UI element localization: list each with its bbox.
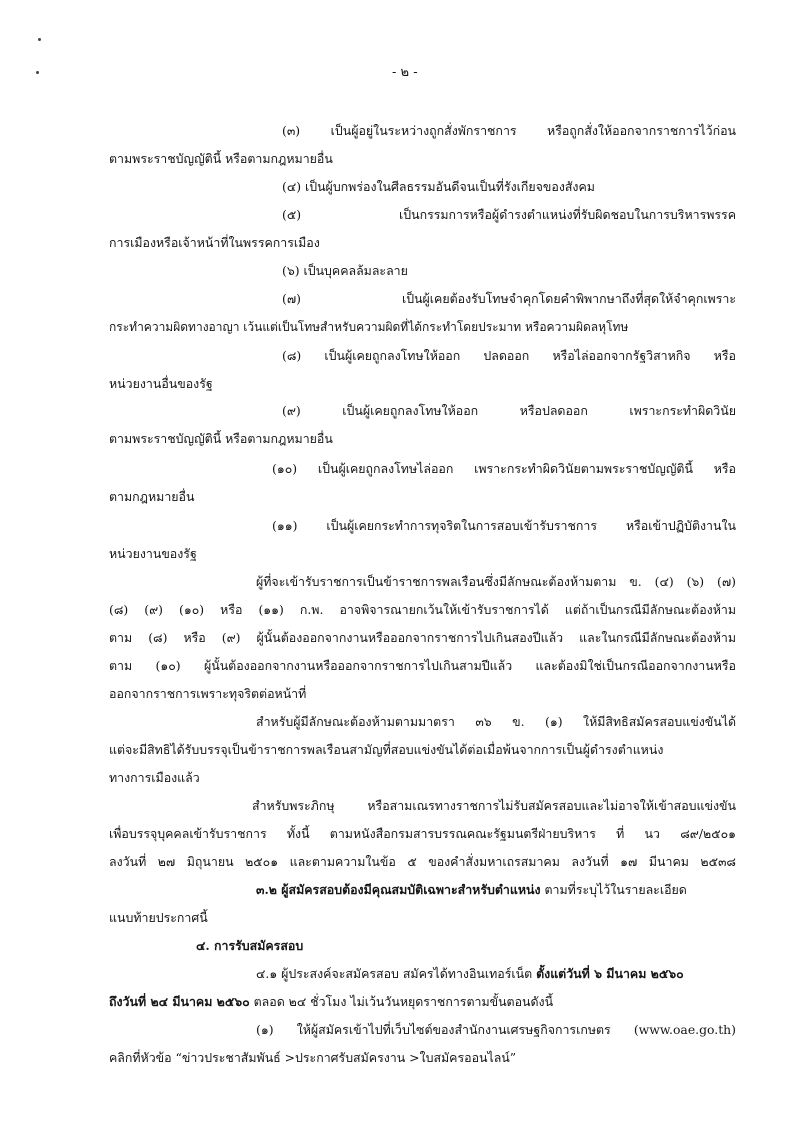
- exemption-line-5: ออกจากราชการเพราะทุจริตต่อหน้าที่: [109, 686, 307, 701]
- exemption-line-4: ตาม (๑๐) ผู้นั้นต้องออกจากงานหรือออกจากราชการไปเกินสามปีแล้ว และต้องมิใช่เป็นกรณีออกจากงานหรือ: [109, 658, 736, 673]
- page-number: - ๒ -: [392, 65, 418, 80]
- exemption-line-1: ผู้ที่จะเข้ารับราชการเป็นข้าราชการพลเรือนซึ่งมีลักษณะต้องห้ามตาม ข. (๔) (๖) (๗): [256, 574, 736, 589]
- item-5-line-1: (๕) เป็นกรรมการหรือผู้ดำรงตำแหน่งที่รับผิดชอบในการบริหารพรรค: [282, 207, 736, 222]
- political-line-1: สำหรับผู้มีลักษณะต้องห้ามตามมาตรา ๓๖ ข. (๑) ให้มีสิทธิสมัครสอบแข่งขันได้: [256, 714, 736, 729]
- section-3-2-line-1: [256, 881, 687, 899]
- item-3-line-1: (๓) เป็นผู้อยู่ในระหว่างถูกสั่งพักราชการ หรือถูกสั่งให้ออกจากราชการไว้ก่อน: [282, 123, 736, 138]
- item-9-line-2: ตามพระราชบัญญัตินี้ หรือตามกฎหมายอื่น: [109, 431, 333, 446]
- exemption-line-3: ตาม (๘) หรือ (๙) ผู้นั้นต้องออกจากงานหรือออกจากราชการไปเกินสองปีแล้ว และในกรณีมีลักษณะต้องห้าม: [109, 630, 736, 645]
- scan-speck: [38, 38, 41, 41]
- section-4-1-text-2: ตลอด ๒๔ ชั่วโมง ไม่เว้นวันหยุดราชการตามขั้นตอนดังนี้: [249, 994, 554, 1009]
- item-4: (๔) เป็นผู้บกพร่องในศีลธรรมอันดีจนเป็นที่รังเกียจของสังคม: [282, 179, 595, 194]
- item-8-line-1: (๘) เป็นผู้เคยถูกลงโทษให้ออก ปลดออก หรือไล่ออกจากรัฐวิสาหกิจ หรือ: [282, 348, 736, 363]
- section-4-1-line-1: [256, 965, 684, 983]
- item-10-line-1: (๑๐) เป็นผู้เคยถูกลงโทษไล่ออก เพราะกระทำผิดวินัยตามพระราชบัญญัตินี้ หรือ: [272, 461, 736, 476]
- section-3-2-line-2: แนบท้ายประกาศนี้: [109, 910, 208, 925]
- item-11-line-1: (๑๑) เป็นผู้เคยกระทำการทุจริตในการสอบเข้ารับราชการ หรือเข้าปฏิบัติงานใน: [272, 518, 736, 533]
- section-3-2-rest: ตามที่ระบุไว้ในรายละเอียด: [540, 882, 687, 897]
- step-1-line-1: (๑) ให้ผู้สมัครเข้าไปที่เว็บไซต์ของสำนักงานเศรษฐกิจการเกษตร (www.oae.go.th): [256, 1022, 736, 1037]
- item-11-line-2: หน่วยงานของรัฐ: [109, 546, 197, 561]
- monk-line-2: เพื่อบรรจุบุคคลเข้ารับราชการ ทั้งนี้ ตามหนังสือกรมสารบรรณคณะรัฐมนตรีฝ่ายบริหาร ที่ นว ๘๙/๒๕๐๑: [109, 826, 736, 841]
- step-1-line-2: คลิกที่หัวข้อ “ข่าวประชาสัมพันธ์ >ประกาศรับสมัครงาน >ใบสมัครออนไลน์”: [109, 1050, 517, 1065]
- item-6: (๖) เป็นบุคคลล้มละลาย: [282, 263, 408, 278]
- item-7-line-2: กระทำความผิดทางอาญา เว้นแต่เป็นโทษสำหรับความผิดที่ได้กระทำโดยประมาท หรือความผิดลหุโทษ: [109, 320, 629, 334]
- political-line-2: แต่จะมีสิทธิได้รับบรรจุเป็นข้าราชการพลเรือนสามัญที่สอบแข่งขันได้ต่อเมื่อพ้นจากการเป็นผู้ดำรงตำแหน่ง: [109, 742, 664, 757]
- item-8-line-2: หน่วยงานอื่นของรัฐ: [109, 376, 213, 391]
- item-10-line-2: ตามกฎหมายอื่น: [109, 489, 195, 504]
- item-9-line-1: (๙) เป็นผู้เคยถูกลงโทษให้ออก หรือปลดออก เพราะกระทำผิดวินัย: [282, 403, 736, 418]
- section-4-1-end-date: ถึงวันที่ ๒๔ มีนาคม ๒๕๖๐: [109, 994, 250, 1009]
- exemption-line-2: (๘) (๙) (๑๐) หรือ (๑๑) ก.พ. อาจพิจารณายกเว้นให้เข้ารับราชการได้ แต่ถ้าเป็นกรณีมีลักษณะต้องห้าม: [109, 602, 736, 617]
- section-4-1-start-date: ตั้งแต่วันที่ ๖ มีนาคม ๒๕๖๐: [536, 966, 684, 981]
- monk-line-3: ลงวันที่ ๒๗ มิถุนายน ๒๕๐๑ และตามความในข้อ ๕ ของคำสั่งมหาเถรสมาคม ลงวันที่ ๑๗ มีนาคม ๒๕๓๘: [109, 854, 736, 869]
- scan-speck: [36, 71, 39, 74]
- section-4-1-line-2: [109, 993, 553, 1011]
- section-3-2-bold: ๓.๒ ผู้สมัครสอบต้องมีคุณสมบัติเฉพาะสำหรับตำแหน่ง: [256, 882, 541, 897]
- monk-line-1: สำหรับพระภิกษุ หรือสามเณรทางราชการไม่รับสมัครสอบและไม่อาจให้เข้าสอบแข่งขัน: [252, 798, 736, 813]
- item-3-line-2: ตามพระราชบัญญัตินี้ หรือตามกฎหมายอื่น: [109, 151, 333, 166]
- section-4-1-text: ๔.๑ ผู้ประสงค์จะสมัครสอบ สมัครได้ทางอินเทอร์เน็ต: [256, 966, 537, 981]
- item-7-line-1: (๗) เป็นผู้เคยต้องรับโทษจำคุกโดยคำพิพากษาถึงที่สุดให้จำคุกเพราะ: [282, 291, 736, 306]
- section-4-heading: ๔. การรับสมัครสอบ: [196, 938, 304, 953]
- item-5-line-2: การเมืองหรือเจ้าหน้าที่ในพรรคการเมือง: [109, 235, 320, 250]
- political-line-3: ทางการเมืองแล้ว: [109, 770, 200, 785]
